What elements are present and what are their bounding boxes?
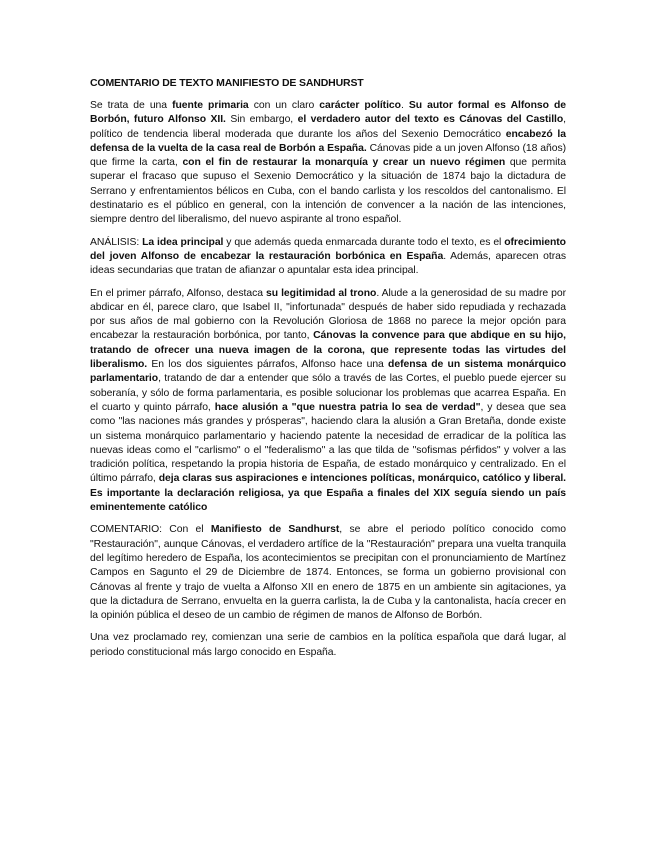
text-run: ANÁLISIS: (90, 236, 143, 248)
bold-text-run: Manifiesto de Sandhurst (210, 524, 340, 536)
bold-text-run: el verdadero autor del texto es Cánovas del Castillo (297, 114, 564, 126)
bold-text-run: Su autor formal es Alfonso de Borbón, futuro Alfonso XII. (90, 100, 566, 126)
paragraph (90, 631, 566, 660)
bold-text-run: ofrecimiento del joven Alfonso de encabezar la restauración borbónica en España (90, 236, 566, 262)
bold-text-run: fuente primaria (172, 100, 249, 111)
document-title: COMENTARIO DE TEXTO MANIFIESTO DE SANDHURST (90, 77, 364, 89)
text-run: Sin embargo, (225, 114, 298, 126)
text-run: Se trata de una (90, 100, 173, 111)
paragraph (90, 99, 566, 228)
bold-text-run: encabezó la defensa de la vuelta de la casa real de Borbón a España. (90, 128, 566, 154)
paragraph-container (90, 99, 566, 660)
bold-text-run: deja claras sus aspiraciones e intenciones políticas, monárquico, católico y liberal. Es importante la declaración religiosa, ya que España a finales del XIX seguía siendo un país eminentemente católico (90, 473, 567, 514)
bold-text-run: Cánovas la convence para que abdique en su hijo, tratando de ofrecer una nueva imagen de la corona, que represente todas las virtudes del liberalismo. (90, 330, 567, 371)
text-run: , y desea que sea como "las naciones más grandes y prósperas", haciendo clara la alusión a Gran Bretaña, donde existe un sistema monárquico parlamentario y haciendo patente la necesidad de erradicar de la política las nuevas ideas como el "carlismo" o el "federalismo" a las que tilda de "sofismas pérfidos" y volver a las tradición política, respetando la propia historia de España, de estado monárquico y centralizado. En el último párrafo, (90, 401, 566, 485)
bold-text-run: con el fin de restaurar la monarquía y crear un nuevo régimen (182, 157, 506, 169)
text-run: Cánovas pide a un joven Alfonso (18 años) que firme la carta, (90, 142, 567, 169)
text-run: En los dos siguientes párrafos, Alfonso hace una (147, 359, 389, 371)
text-run: Una vez proclamado rey, comienzan una serie de cambios en la política española que dará lugar, al periodo constitucional más largo conocido en España. (90, 632, 566, 658)
paragraph (90, 523, 566, 623)
bold-text-run: su legitimidad al trono (266, 287, 377, 299)
bold-text-run: La idea principal (142, 236, 224, 248)
text-run: con un claro (248, 100, 320, 111)
text-run: . (400, 100, 409, 111)
text-run: . Alude a la generosidad de su madre por abdicar en él, parece claro, que Isabel II, "infortunada" después de haber sido repudiada y rechazada por sus años de mal gobierno con la Revolución Gloriosa de 1868 no parece la mejor opción para encabezar la restauración borbónica, por tanto, (90, 287, 566, 342)
text-run: , político de tendencia liberal moderada que durante los años del Sexenio Democrático (90, 114, 567, 140)
bold-text-run: defensa de un sistema monárquico parlamentario (90, 359, 566, 385)
paragraph (90, 287, 566, 516)
text-run: En el primer párrafo, Alfonso, destaca (90, 287, 267, 299)
text-run: , tratando de dar a entender que sólo a través de las Cortes, el pueblo puede ejercer su soberanía, y sólo de forma parlamentaria, es posible solucionar los problemas que acarrea España. En el cuarto y quinto párrafo, (90, 373, 566, 413)
paragraph (90, 236, 566, 279)
document-body (90, 77, 566, 668)
bold-text-run: carácter político (319, 100, 401, 111)
text-run: , se abre el periodo político conocido como "Restauración", aunque Cánovas, el verdadero artífice de la "Restauración" prepara una vuelta tranquila del legítimo heredero de España, los acontecimientos se precipitan con el pronunciamiento de Martínez Campos en Sagunto el 29 de Diciembre de 1874. Entonces, se forma un gobierno provisional con Cánovas al frente y trajo de vuelta a Alfonso XII en enero de 1875 en un ambiente sin agitaciones, ya que la dictadura de Serrano, envuelta en la guerra carlista, la de Cuba y la cantonalista, hacía crecer en la opinión pública el deseo de un cambio de régimen de manos de Alfonso de Borbón. (90, 524, 567, 622)
text-run: que permita superar el fracaso que supuso el Sexenio Democrático y la situación de 1874 bajo la dictadura de Serrano y enfrentamientos bélicos en Cuba, con el bando carlista y los rescoldos del cantonalismo. El destinatario es el público en general, con la intención de convencer a la nación de las intenciones, siempre dentro del liberalismo, del nuevo aspirante al trono español. (90, 157, 566, 226)
bold-text-run: hace alusión a "que nuestra patria lo sea de verdad" (214, 401, 481, 413)
text-run: . Además, aparecen otras ideas secundarias que tratan de afianzar o apuntalar esta idea principal. (90, 250, 566, 277)
text-run: COMENTARIO: Con el (90, 524, 211, 536)
text-run: y que además queda enmarcada durante todo el texto, es el (223, 236, 505, 248)
